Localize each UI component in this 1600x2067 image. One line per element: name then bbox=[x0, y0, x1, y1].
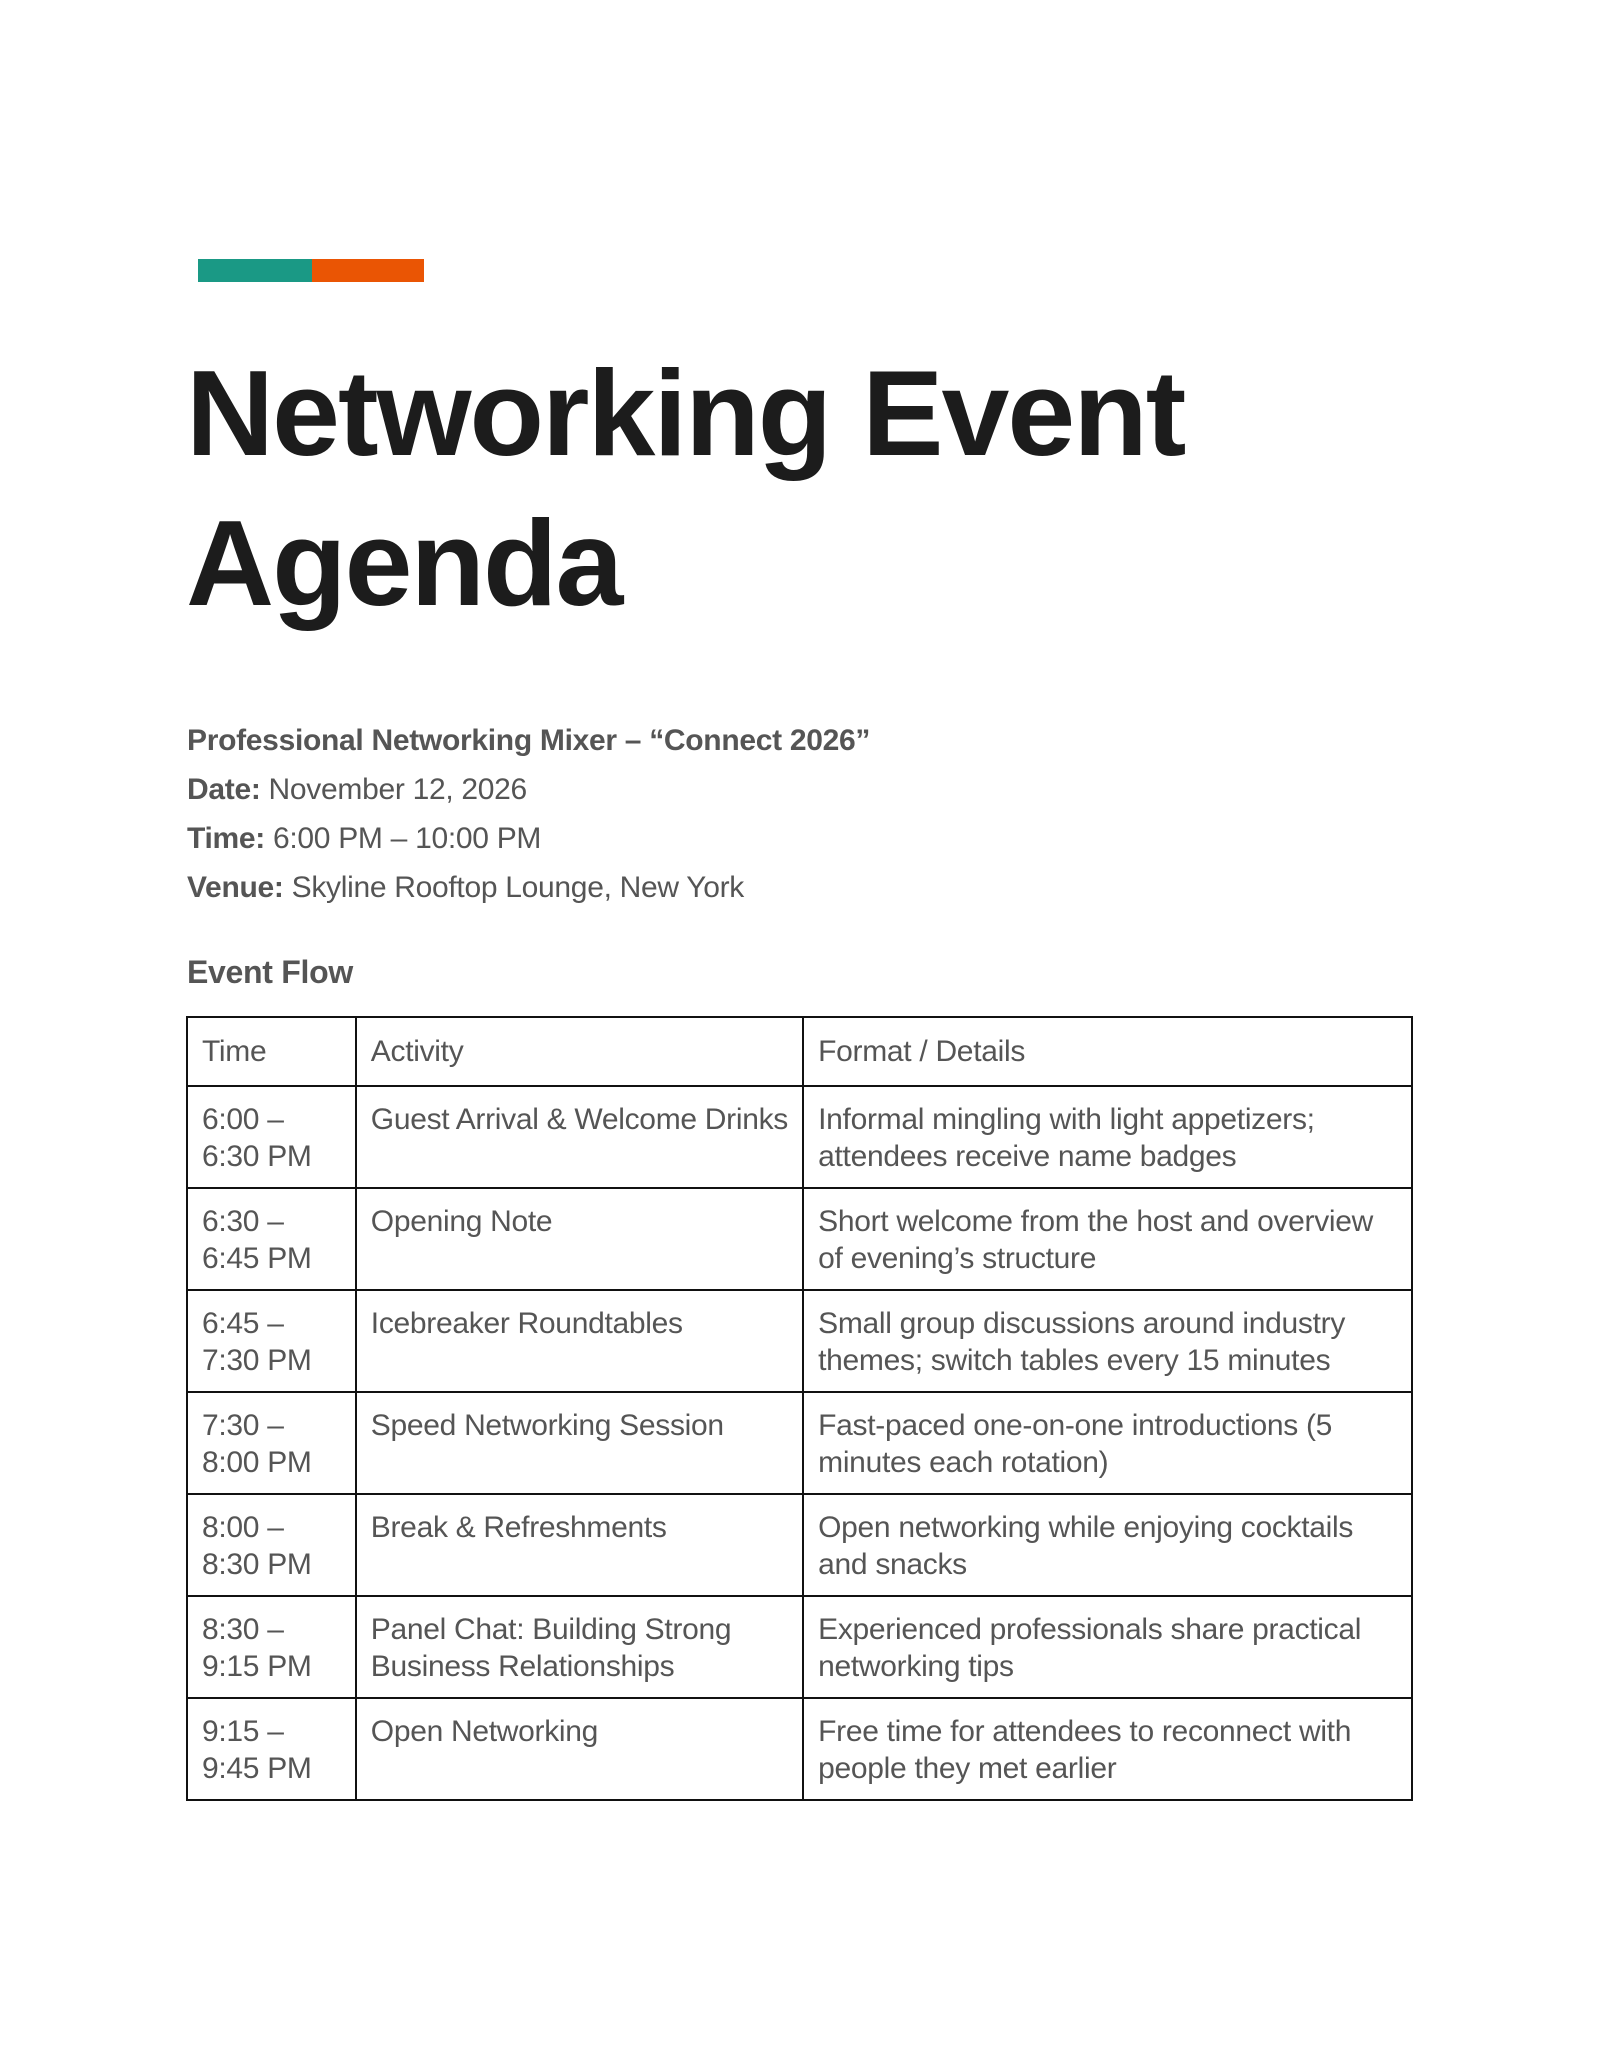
table-row bbox=[187, 1596, 1412, 1698]
event-venue bbox=[187, 863, 870, 912]
time-end: 7:30 PM bbox=[202, 1344, 312, 1377]
time-cell bbox=[187, 1290, 356, 1392]
date-label: Date: bbox=[187, 773, 261, 806]
time-start: 8:00 – bbox=[202, 1511, 284, 1544]
time-cell bbox=[187, 1494, 356, 1596]
time-end: 8:00 PM bbox=[202, 1446, 312, 1479]
time-start: 8:30 – bbox=[202, 1613, 284, 1646]
page-title-line-1: Networking Event bbox=[186, 345, 1185, 481]
event-meta bbox=[187, 716, 870, 912]
time-start: 6:00 – bbox=[202, 1103, 284, 1136]
venue-value: Skyline Rooftop Lounge, New York bbox=[283, 871, 744, 904]
time-start: 6:45 – bbox=[202, 1307, 284, 1340]
date-value: November 12, 2026 bbox=[260, 773, 527, 806]
time-cell bbox=[187, 1596, 356, 1698]
activity-cell: Speed Networking Session bbox=[356, 1392, 803, 1494]
table-row bbox=[187, 1086, 1412, 1188]
activity-cell: Panel Chat: Building Strong Business Relationships bbox=[356, 1596, 803, 1698]
table-header-row bbox=[187, 1017, 1412, 1086]
time-end: 9:15 PM bbox=[202, 1650, 312, 1683]
accent-bar bbox=[198, 259, 424, 282]
accent-bar-orange-segment bbox=[312, 259, 424, 282]
event-date bbox=[187, 765, 870, 814]
activity-cell: Opening Note bbox=[356, 1188, 803, 1290]
page-title bbox=[186, 338, 1184, 638]
time-end: 9:45 PM bbox=[202, 1752, 312, 1785]
event-subtitle bbox=[187, 716, 870, 765]
details-cell: Free time for attendees to reconnect with people they met earlier bbox=[803, 1698, 1412, 1800]
activity-cell: Guest Arrival & Welcome Drinks bbox=[356, 1086, 803, 1188]
details-cell: Open networking while enjoying cocktails and snacks bbox=[803, 1494, 1412, 1596]
time-value: 6:00 PM – 10:00 PM bbox=[264, 822, 542, 855]
event-time bbox=[187, 814, 870, 863]
table-row bbox=[187, 1188, 1412, 1290]
time-end: 6:45 PM bbox=[202, 1242, 312, 1275]
time-cell bbox=[187, 1188, 356, 1290]
details-cell: Short welcome from the host and overview of evening’s structure bbox=[803, 1188, 1412, 1290]
time-start: 7:30 – bbox=[202, 1409, 284, 1442]
table-row bbox=[187, 1290, 1412, 1392]
table-row bbox=[187, 1392, 1412, 1494]
activity-cell: Icebreaker Roundtables bbox=[356, 1290, 803, 1392]
time-label: Time: bbox=[187, 822, 265, 855]
time-start: 9:15 – bbox=[202, 1715, 284, 1748]
time-end: 6:30 PM bbox=[202, 1140, 312, 1173]
agenda-table bbox=[186, 1016, 1413, 1801]
event-subtitle-text: Professional Networking Mixer – “Connect 2026” bbox=[187, 724, 871, 757]
table-row bbox=[187, 1698, 1412, 1800]
activity-cell: Open Networking bbox=[356, 1698, 803, 1800]
time-cell bbox=[187, 1086, 356, 1188]
column-header-details: Format / Details bbox=[803, 1017, 1412, 1086]
column-header-time: Time bbox=[187, 1017, 356, 1086]
time-cell bbox=[187, 1698, 356, 1800]
table-row bbox=[187, 1494, 1412, 1596]
details-cell: Fast-paced one-on-one introductions (5 minutes each rotation) bbox=[803, 1392, 1412, 1494]
details-cell: Informal mingling with light appetizers; attendees receive name badges bbox=[803, 1086, 1412, 1188]
details-cell: Experienced professionals share practical networking tips bbox=[803, 1596, 1412, 1698]
time-start: 6:30 – bbox=[202, 1205, 284, 1238]
venue-label: Venue: bbox=[187, 871, 284, 904]
time-end: 8:30 PM bbox=[202, 1548, 312, 1581]
details-cell: Small group discussions around industry themes; switch tables every 15 minutes bbox=[803, 1290, 1412, 1392]
activity-cell: Break & Refreshments bbox=[356, 1494, 803, 1596]
accent-bar-teal-segment bbox=[198, 259, 312, 282]
column-header-activity: Activity bbox=[356, 1017, 803, 1086]
time-cell bbox=[187, 1392, 356, 1494]
section-heading-event-flow: Event Flow bbox=[187, 954, 353, 990]
page-title-line-2: Agenda bbox=[186, 495, 622, 631]
